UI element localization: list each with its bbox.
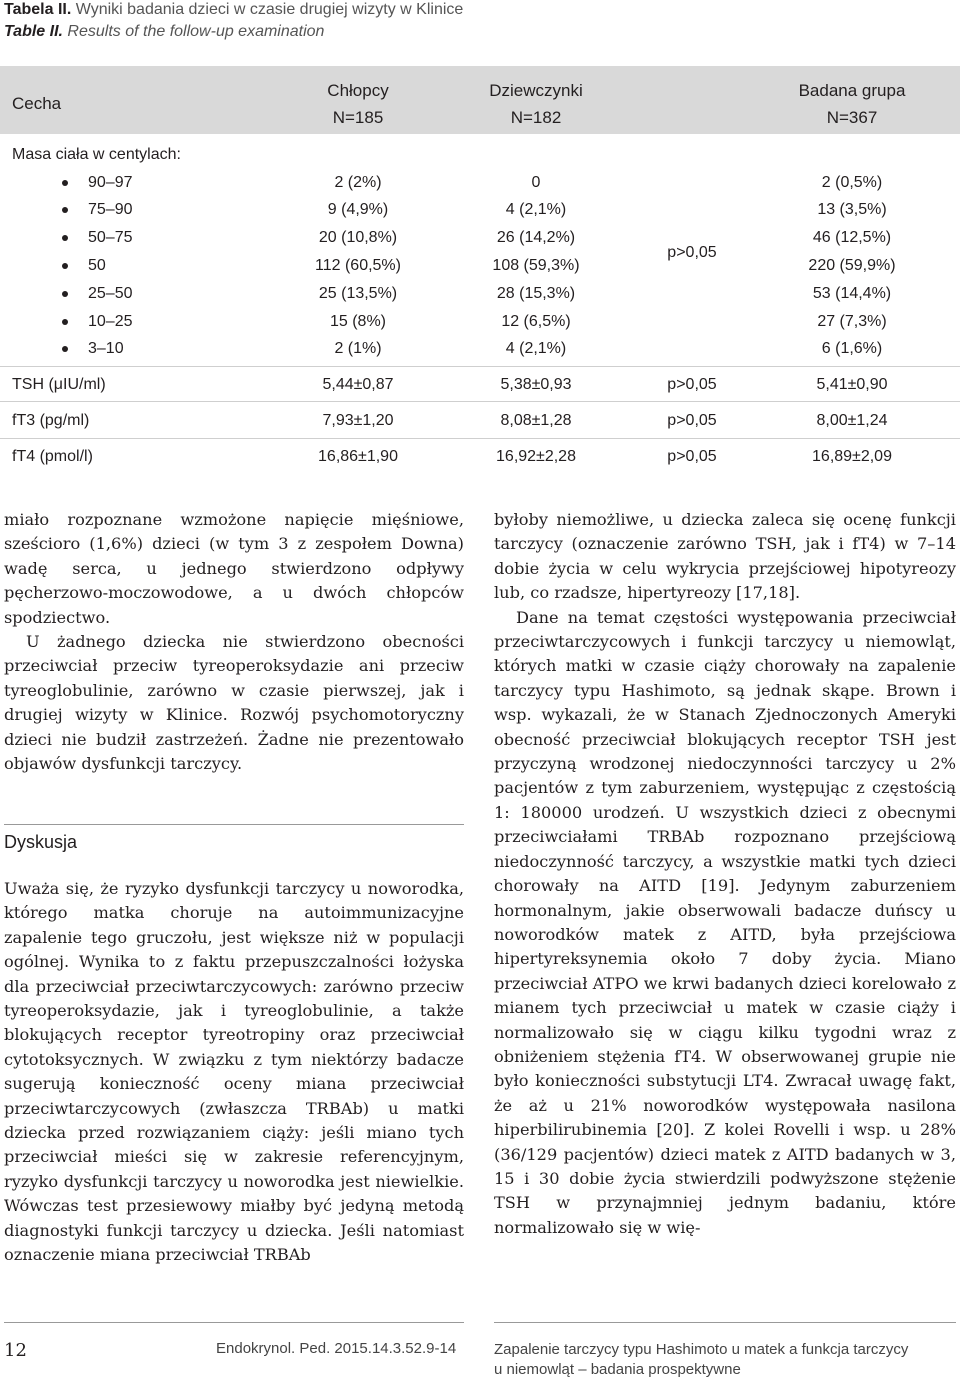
- footer-divider-right: [494, 1322, 956, 1323]
- left-column-discussion: [4, 877, 464, 1268]
- running-title-line-1: Zapalenie tarczycy typu Hashimoto u matek a funkcja tarczycy: [494, 1341, 909, 1358]
- centile-girls: 108 (59,3%): [492, 257, 580, 274]
- bullet-icon: [62, 291, 68, 297]
- hormone-group: 5,41±0,90: [816, 376, 888, 393]
- hormone-boys: 16,86±1,90: [318, 448, 398, 465]
- bullet-icon: [62, 346, 68, 352]
- caption-en-prefix: Table II.: [4, 23, 63, 40]
- centile-label: 75–90: [88, 201, 133, 218]
- centile-group: 27 (7,3%): [817, 313, 887, 330]
- hormone-label: fT4 (pmol/l): [12, 448, 93, 465]
- header-girls-n: N=182: [510, 108, 562, 127]
- bullet-icon: [62, 207, 68, 213]
- centile-boys: 15 (8%): [329, 313, 387, 330]
- header-group-n: N=367: [826, 108, 878, 127]
- centile-girls: 28 (15,3%): [496, 285, 576, 302]
- hormone-p: p>0,05: [667, 448, 717, 465]
- hormone-girls: 8,08±1,28: [500, 412, 572, 429]
- header-group: Badana grupa: [798, 81, 906, 100]
- bullet-icon: [62, 180, 68, 186]
- running-title-line-2: u niemowląt – badania prospektywne: [494, 1361, 741, 1378]
- table-caption-en: [4, 22, 324, 42]
- centile-label: 50–75: [88, 229, 133, 246]
- centile-group: 6 (1,6%): [821, 340, 883, 357]
- centile-label: 3–10: [88, 340, 124, 357]
- centile-girls: 0: [531, 174, 541, 191]
- header-feature: Cecha: [12, 94, 62, 113]
- header-boys-n: N=185: [332, 108, 384, 127]
- left-paragraph-2: U żadnego dziecka nie stwierdzono obecności przeciwciał przeciw tyreoperoksydazie ani przeciw tyreoglobulinie, zarówno w czasie pierwszej, jak i drugiej wizyty w Klinice. Rozwój psychomotoryczny dzieci nie budził zastrzeżeń. Żadne nie prezentowało objawów dysfunkcji tarczycy.: [4, 632, 464, 774]
- hormone-group: 8,00±1,24: [816, 412, 888, 429]
- page-number: 12: [4, 1340, 27, 1361]
- hormone-label: TSH (μIU/ml): [12, 376, 106, 393]
- left-paragraph-1: miało rozpoznane wzmożone napięcie mięśniowe, sześcioro (1,6%) dzieci (w tym 3 z zespołem Downa) wadę serca, u jednego stwierdzono odpływy pęcherzowo-moczowodowe, a u dwóch chłopców spodziectwo.: [4, 510, 464, 627]
- centile-boys: 2 (1%): [334, 340, 382, 357]
- centile-group: 53 (14,4%): [812, 285, 892, 302]
- journal-citation: Endokrynol. Ped. 2015.14.3.52.9-14: [216, 1340, 457, 1357]
- right-column: [494, 508, 956, 1240]
- running-title: [494, 1340, 908, 1380]
- bullet-icon: [62, 263, 68, 269]
- centile-girls: 4 (2,1%): [505, 340, 567, 357]
- centile-label: 10–25: [88, 313, 133, 330]
- row-divider: [0, 438, 960, 439]
- section-title: Dyskusja: [4, 832, 78, 852]
- centile-group: 2 (0,5%): [821, 174, 883, 191]
- centile-label: 50: [88, 257, 106, 274]
- left-column: [4, 508, 464, 776]
- centile-boys: 112 (60,5%): [315, 257, 401, 274]
- footer-divider-left: [4, 1322, 464, 1323]
- header-boys: Chłopcy: [327, 81, 389, 100]
- centile-girls: 12 (6,5%): [501, 313, 571, 330]
- bullet-icon: [62, 235, 68, 241]
- hormone-p: p>0,05: [667, 376, 717, 393]
- centile-group: 46 (12,5%): [812, 229, 892, 246]
- hormone-girls: 5,38±0,93: [500, 376, 572, 393]
- centile-girls: 4 (2,1%): [505, 201, 567, 218]
- section-divider: [4, 824, 464, 825]
- caption-en-text: Results of the follow-up examination: [62, 23, 325, 40]
- centile-group: 220 (59,9%): [808, 257, 896, 274]
- centile-label: 90–97: [88, 174, 133, 191]
- centile-boys: 9 (4,9%): [327, 201, 389, 218]
- row-divider: [0, 366, 960, 367]
- centile-p-value: p>0,05: [667, 244, 717, 261]
- row-divider: [0, 401, 960, 402]
- hormone-group: 16,89±2,09: [812, 448, 892, 465]
- left-paragraph-3: Uważa się, że ryzyko dysfunkcji tarczycy u noworodka, którego matka choruje na autoimmunizacyjne zapalenie tego gruczołu, jest większe niż w populacji ogólnej. Wynika to z faktu przepuszczalności łożyska dla przeciwciał przeciwtarczycowych: zarówno przeciw tyreoperoksydazie, jak i tyreoglobulinie, a także blokujących receptor tyreotropiny oraz przeciwciał cytotoksycznych. W związku z tym niektórzy badacze sugerują konieczność oceny miana przeciwciał przeciwtarczycowych (zwłaszcza TRBAb) u matki dziecka przed rozwiązaniem ciąży: jeśli miano tych przeciwciał mieści się w zakresie referencyjnym, ryzyko dysfunkcji tarczycy u noworodka jest niewielkie. Wówczas test przesiewowy miałby być jedyną metodą diagnostyki funkcji tarczycy u dziecka. Jeśli natomiast oznaczenie miana przeciwciał TRBAb: [4, 879, 464, 1265]
- hormone-p: p>0,05: [667, 412, 717, 429]
- hormone-boys: 5,44±0,87: [322, 376, 394, 393]
- centile-boys: 25 (13,5%): [318, 285, 398, 302]
- bullet-icon: [62, 319, 68, 325]
- hormone-boys: 7,93±1,20: [322, 412, 394, 429]
- right-paragraph-1: byłoby niemożliwe, u dziecka zaleca się ocenę funkcji tarczycy (oznaczenie zarówno TSH, jak i fT4) w 7–14 dobie życia w celu wykrycia przejściowej hipotyreozy lub, co rzadsze, hipertyreozy [17,18].: [494, 510, 956, 603]
- centile-label: 25–50: [88, 285, 133, 302]
- centile-group: 13 (3,5%): [817, 201, 887, 218]
- header-girls: Dziewczynki: [489, 81, 583, 100]
- table-caption-pl: [4, 0, 463, 20]
- centile-boys: 2 (2%): [334, 174, 382, 191]
- hormone-girls: 16,92±2,28: [496, 448, 576, 465]
- hormone-label: fT3 (pg/ml): [12, 412, 90, 429]
- centile-section-label: Masa ciała w centylach:: [12, 146, 181, 163]
- right-paragraph-2: Dane na temat częstości występowania przeciwciał przeciwtarczycowych i funkcji tarczycy u niemowląt, których matki w czasie ciąży chorowały na zapalenie tarczycy typu Hashimoto, są jednak skąpe. Brown i wsp. wykazali, że w Stanach Zjednoczonych Ameryki obecność przeciwciał blokujących receptor TSH jest przyczyną wrodzonej niedoczynności tarczycy u 2% pacjentów z tym zaburzeniem, występując z częstością 1: 180000 urodzeń. U wszystkich dzieci z obecnymi przeciwciałami TRBAb rozpoznano przejściową niedoczynność tarczycy, a wszystkie matki tych dzieci chorowały na AITD [19]. Jedynym zaburzeniem hormonalnym, jakie obserwowali badacze duńscy u noworodków matek z AITD, była przejściowa hipertyreksynemia około 7 doby życia. Miano przeciwciał ATPO we krwi badanych dzieci korelowało z mianem tych przeciwciał u matek w czasie ciąży i normalizowało się w ciągu kilku tygodni wraz z obniżeniem stężenia fT4. W obserwowanej grupie nie było konieczności substytucji LT4. Zwracał uwagę fakt, że aż u 21% noworodków występowała nasilona hiperbilirubinemia [20]. Z kolei Rovelli i wsp. u 28% (36/129 pacjentów) dzieci matek z AITD badanych w 3, 15 i 30 dobie życia stwierdzili podwyższone stężenie TSH w przynajmniej jednym badaniu, które normalizowało się w wię-: [494, 607, 956, 1237]
- centile-boys: 20 (10,8%): [318, 229, 398, 246]
- centile-girls: 26 (14,2%): [496, 229, 576, 246]
- caption-pl-prefix: Tabela II.: [4, 1, 72, 18]
- caption-pl-text: Wyniki badania dzieci w czasie drugiej wizyty w Klinice: [71, 1, 464, 18]
